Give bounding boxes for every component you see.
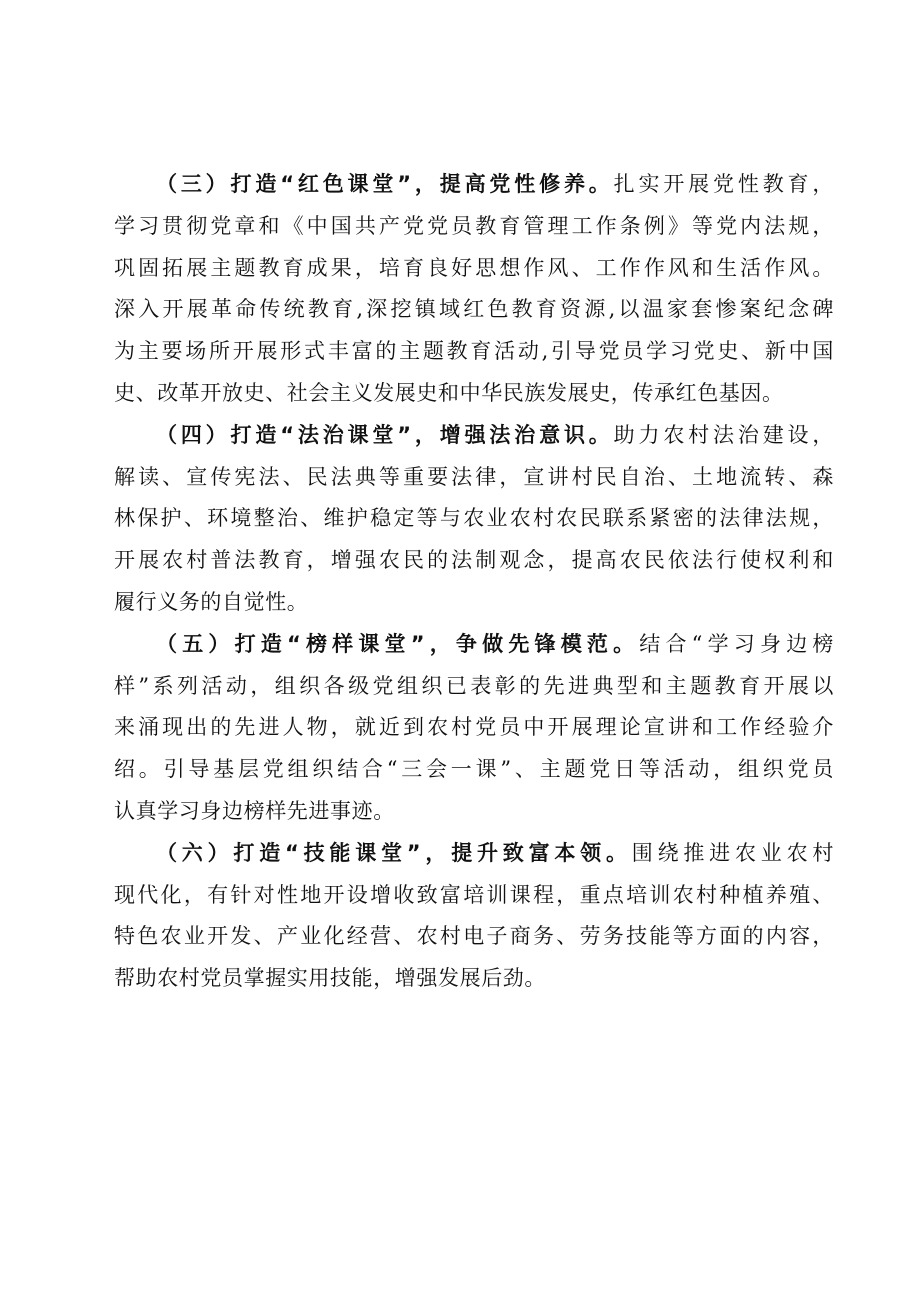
- paragraph-5-line-4: 绍。引导基层党组织结合“三会一课”、主题党日等活动，组织党员: [114, 757, 834, 782]
- paragraph-6-line-1: [114, 833, 834, 875]
- paragraph-6-heading: （六）打造“技能课堂”，提升致富本领。: [156, 840, 632, 865]
- paragraph-4-line-2: 解读、宣传宪法、民法典等重要法律，宣讲村民自治、土地流转、森: [114, 464, 834, 489]
- paragraph-4-line-3: 林保护、环境整治、维护稳定等与农业农村农民联系紧密的法律法规，: [114, 506, 834, 531]
- paragraph-3-line-1: [114, 164, 834, 206]
- paragraph-6: [114, 833, 834, 1000]
- paragraph-5-line-2: 样”系列活动，组织各级党组织已表彰的先进典型和主题教育开展以: [114, 673, 834, 698]
- paragraph-5-line-3: 来涌现出的先进人物，就近到农村党员中开展理论宣讲和工作经验介: [114, 715, 834, 740]
- paragraph-5-line-1-text: 结合“学习身边榜: [639, 631, 834, 656]
- paragraph-4: [114, 415, 834, 624]
- paragraph-5-line-5: 认真学习身边榜样先进事迹。: [114, 798, 395, 823]
- document-body: [114, 164, 834, 1000]
- paragraph-6-line-1-text: 围绕推进农业农村: [631, 840, 834, 865]
- paragraph-4-heading: （四）打造“法治课堂”，增强法治意识。: [156, 422, 614, 447]
- paragraph-5-line-1: [114, 624, 834, 666]
- paragraph-3: [114, 164, 834, 415]
- paragraph-3-line-3: 巩固拓展主题教育成果，培育良好思想作风、工作作风和生活作风。: [114, 255, 834, 280]
- paragraph-4-line-4: 开展农村普法教育，增强农民的法制观念，提高农民依法行使权利和: [114, 548, 834, 573]
- paragraph-3-line-5: 为主要场所开展形式丰富的主题教育活动,引导党员学习党史、新中国: [114, 339, 834, 364]
- paragraph-6-line-4: 帮助农村党员掌握实用技能，增强发展后劲。: [114, 966, 546, 991]
- paragraph-4-line-5: 履行义务的自觉性。: [114, 589, 309, 614]
- paragraph-5: [114, 624, 834, 833]
- paragraph-3-line-4: 深入开展革命传统教育,深挖镇域红色教育资源,以温家套惨案纪念碑: [114, 297, 834, 322]
- paragraph-4-line-1-text: 助力农村法治建设，: [613, 422, 834, 447]
- paragraph-3-line-1-text: 扎实开展党性教育，: [613, 172, 834, 196]
- paragraph-3-line-6: 史、改革开放史、社会主义发展史和中华民族发展史，传承红色基因。: [114, 380, 784, 405]
- paragraph-3-heading: （三）打造“红色课堂”，提高党性修养。: [156, 172, 614, 196]
- paragraph-6-line-3: 特色农业开发、产业化经营、农村电子商务、劳务技能等方面的内容，: [114, 924, 834, 949]
- paragraph-5-heading: （五）打造“榜样课堂”，争做先锋模范。: [156, 631, 640, 656]
- paragraph-4-line-1: [114, 415, 834, 457]
- paragraph-3-line-2: 学习贯彻党章和《中国共产党党员教育管理工作条例》等党内法规，: [114, 213, 834, 238]
- paragraph-6-line-2: 现代化，有针对性地开设增收致富培训课程，重点培训农村种植养殖、: [114, 882, 834, 907]
